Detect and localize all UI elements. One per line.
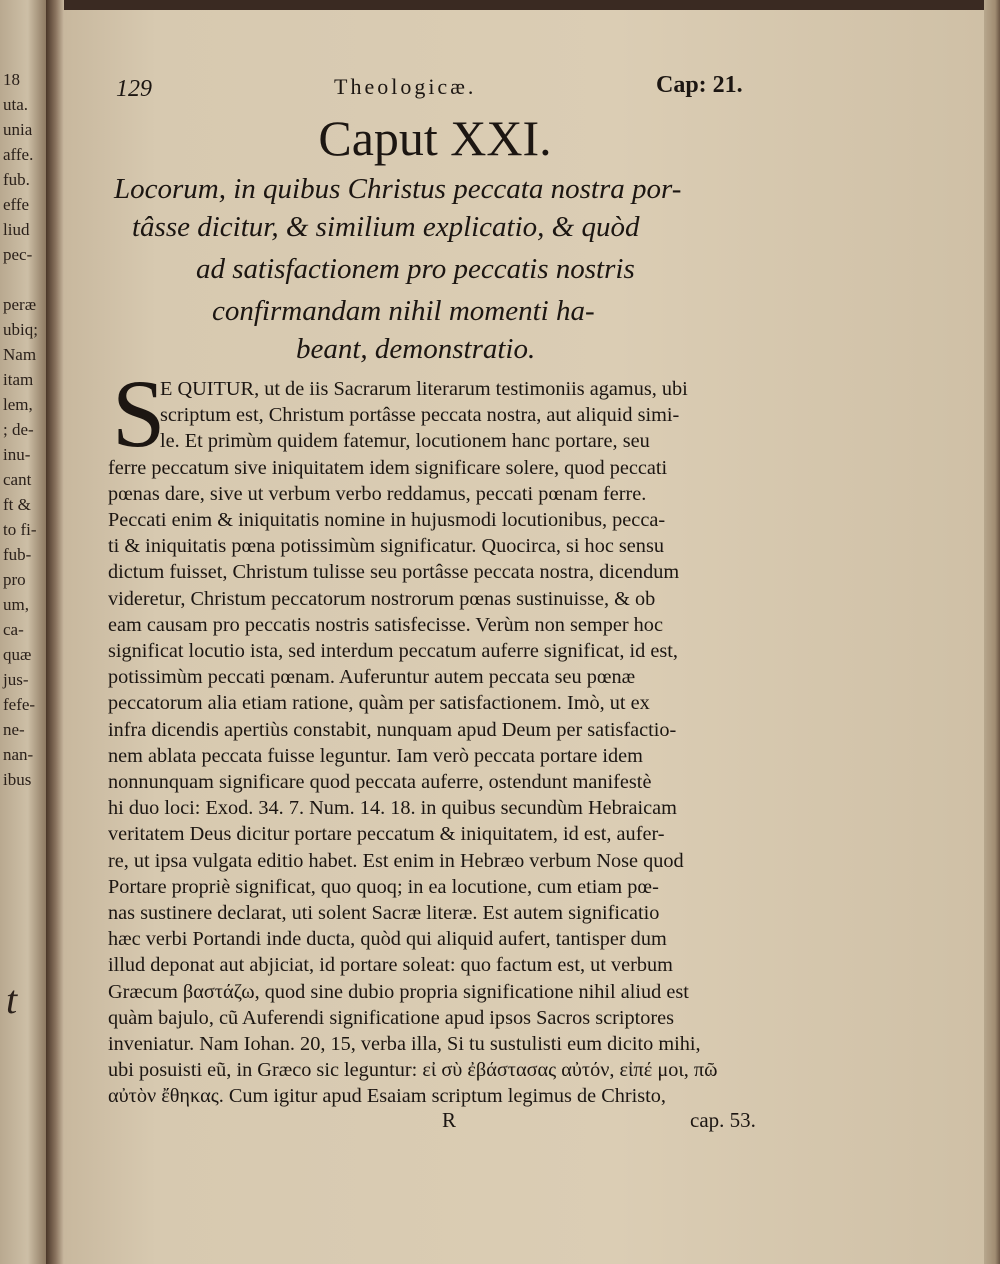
body-line: peccatorum alia etiam ratione, quàm per satisfactionem. Imò, ut ex xyxy=(108,692,650,715)
left-page-fragment: peræ xyxy=(3,295,37,314)
left-page-fragment: jus- xyxy=(3,670,29,689)
left-page-fragment: affe. xyxy=(3,145,34,164)
right-page-edge xyxy=(984,0,1000,1264)
body-line: nonnunquam significare quod peccata auferre, ostendunt manifestè xyxy=(108,771,652,793)
left-page-fragment: itam xyxy=(3,370,34,389)
subtitle-line: ad satisfactionem pro peccatis nostris xyxy=(196,253,635,285)
body-line: scriptum est, Christum portâsse peccata nostra, aut aliquid simi- xyxy=(160,404,680,427)
left-page-fragment: ne- xyxy=(3,720,25,739)
left-page-fragment: ubiq; xyxy=(3,320,38,339)
left-page-fragment: Nam xyxy=(3,345,37,364)
left-page-fragment: ca- xyxy=(3,620,24,639)
body-line: videretur, Christum peccatorum nostrorum pœnas sustinuisse, & ob xyxy=(108,587,656,610)
running-header xyxy=(116,70,766,110)
drop-cap: S xyxy=(112,360,166,467)
body-line: Portare propriè significat, quo quoq; in ea locutione, cum etiam pœ- xyxy=(108,875,659,898)
left-page-fragment: um, xyxy=(3,595,29,614)
body-line: αὐτὸν ἔθηκας. Cum igitur apud Esaiam scriptum legimus de Christo, xyxy=(108,1085,667,1108)
left-page-fragment: t xyxy=(6,977,18,1022)
catchword: cap. 53. xyxy=(690,1108,756,1132)
book-gutter xyxy=(46,0,64,1264)
left-page-fragment: inu- xyxy=(3,445,31,464)
left-page-fragment: 18 xyxy=(3,70,20,89)
left-page-fragment: fub. xyxy=(3,170,30,189)
body-line: potissimùm peccati pœnam. Auferuntur autem peccata seu pœnæ xyxy=(108,666,636,689)
body-line: eam causam pro peccatis nostris satisfecisse. Verùm non semper hoc xyxy=(108,613,663,636)
left-page-fragment: ; de- xyxy=(3,420,34,439)
body-line: ferre peccatum sive iniquitatem idem significare solere, quod peccati xyxy=(108,456,668,479)
body-line: illud deponat aut abjiciat, id portare soleat: quo factum est, ut verbum xyxy=(108,954,673,977)
body-line: pœnas dare, sive ut verbum verbo reddamus, peccati pœnam ferre. xyxy=(108,482,647,505)
chapter-marker: Cap: 21. xyxy=(656,72,743,98)
left-page-fragment: ibus xyxy=(3,770,32,789)
subtitle-line: tâsse dicitur, & similium explicatio, & quòd xyxy=(132,211,640,243)
left-page-fragment: unia xyxy=(3,120,33,139)
body-line: inveniatur. Nam Iohan. 20, 15, verba illa, Si tu sustulisti eum dicito mihi, xyxy=(108,1033,701,1055)
running-title: Theologicæ. xyxy=(334,74,477,99)
body-line: ubi posuisti eũ, in Græco sic leguntur: εἰ σὺ ἐβάστασας αὐτόν, εἰπέ μοι, πῶ xyxy=(108,1059,718,1082)
body-line: hi duo loci: Exod. 34. 7. Num. 14. 18. in quibus secundùm Hebraicam xyxy=(108,797,677,820)
body-line: Græcum βαστάζω, quod sine dubio propria significatione nihil aliud est xyxy=(108,980,689,1003)
signature-mark: R xyxy=(442,1108,457,1132)
page-number: 129 xyxy=(116,76,152,102)
left-page-fragment: ft & xyxy=(3,495,31,514)
left-page-fragment: fub- xyxy=(3,545,32,564)
body-line: ti & iniquitatis pœna potissimùm significatur. Quocirca, si hoc sensu xyxy=(108,535,664,558)
body-line: quàm bajulo, cũ Auferendi significatione apud ipsos Sacros scriptores xyxy=(108,1006,675,1029)
subtitle-line: Locorum, in quibus Christus peccata nostra por- xyxy=(114,173,682,205)
body-line: E QUITUR, ut de iis Sacrarum literarum testimoniis agamus, ubi xyxy=(160,378,688,400)
left-page-fragment: pro xyxy=(3,570,26,589)
left-page-fragment: cant xyxy=(3,470,32,489)
left-page-fragment: quæ xyxy=(3,645,32,664)
left-page-fragment: to fi- xyxy=(3,520,37,539)
left-page-fragment: pec- xyxy=(3,245,33,264)
body-line: Peccati enim & iniquitatis nomine in hujusmodi locutionibus, pecca- xyxy=(108,509,666,531)
left-page-fragment: nan- xyxy=(3,745,34,764)
left-page-fragment: effe xyxy=(3,195,30,214)
body-line: veritatem Deus dicitur portare peccatum & iniquitatem, id est, aufer- xyxy=(108,823,665,846)
body-line: infra dicendis apertiùs constabit, nunquam apud Deum per satisfactio- xyxy=(108,718,677,741)
left-page-fragment: fefe- xyxy=(3,695,36,714)
subtitle-line: confirmandam nihil momenti ha- xyxy=(212,295,595,327)
left-page-fragment: lem, xyxy=(3,395,33,414)
body-line: nas sustinere declarat, uti solent Sacræ literæ. Est autem significatio xyxy=(108,902,660,924)
left-facing-page-edge xyxy=(0,0,46,1264)
body-line: le. Et primùm quidem fatemur, locutionem hanc portare, seu xyxy=(160,430,650,453)
body-line: hæc verbi Portandi inde ducta, quòd qui aliquid aufert, tantisper dum xyxy=(108,928,667,951)
body-line: significat locutio ista, sed interdum peccatum auferre significat, id est, xyxy=(108,640,678,662)
subtitle-line: beant, demonstratio. xyxy=(296,333,536,365)
body-line: dictum fuisset, Christum tulisse seu portâsse peccata nostra, dicendum xyxy=(108,561,680,584)
left-page-fragment: liud xyxy=(3,220,30,239)
chapter-title: Caput XXI. xyxy=(318,110,552,166)
body-line: re, ut ipsa vulgata editio habet. Est enim in Hebræo verbum Nose quod xyxy=(108,849,684,872)
body-line: nem ablata peccata fuisse leguntur. Iam verò peccata portare idem xyxy=(108,744,643,767)
left-page-fragment: uta. xyxy=(3,95,29,114)
